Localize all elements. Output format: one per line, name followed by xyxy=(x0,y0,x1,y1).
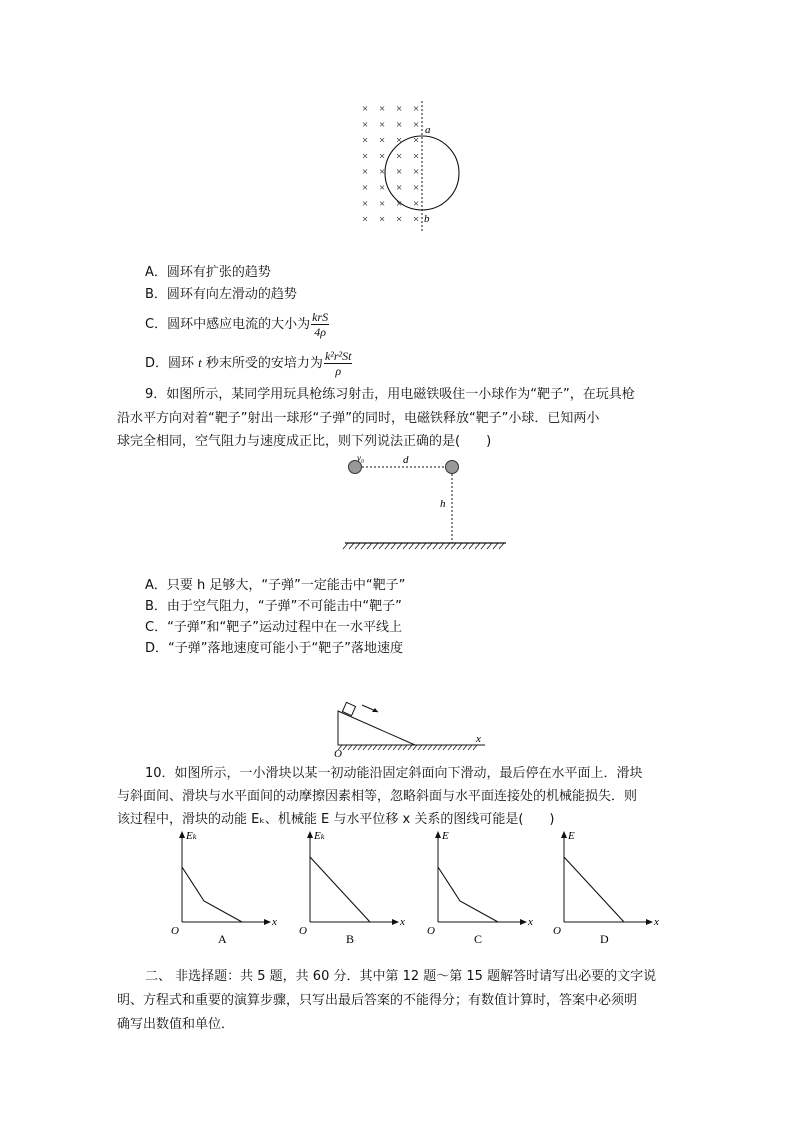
hatch-mark xyxy=(391,543,396,549)
hatch-mark xyxy=(458,745,462,750)
fraction-denominator: 4ρ xyxy=(314,325,326,339)
hatch-mark xyxy=(445,543,450,549)
origin-label: O xyxy=(427,925,435,937)
origin-label: O xyxy=(553,925,561,937)
hatch-mark xyxy=(487,543,492,549)
x-axis-label: x xyxy=(400,916,405,928)
field-cross: × xyxy=(362,166,369,179)
field-cross: × xyxy=(396,166,403,179)
hatch-mark xyxy=(397,543,402,549)
q9-figure xyxy=(340,452,510,552)
hatch-mark xyxy=(439,543,444,549)
target-ball xyxy=(446,461,459,474)
hatch-mark xyxy=(353,745,357,750)
y-axis-label: Eₖ xyxy=(314,830,325,842)
field-cross: × xyxy=(379,182,386,194)
x-axis-label: x xyxy=(272,916,277,928)
graph-line xyxy=(310,857,370,922)
hatch-mark xyxy=(367,543,372,549)
x-axis-label: x xyxy=(528,916,533,928)
hatch-mark xyxy=(438,745,442,750)
hatch-mark xyxy=(473,745,477,750)
q10-incline-figure xyxy=(330,695,495,760)
option-letter: C xyxy=(474,932,483,946)
d-label: d xyxy=(403,454,409,466)
x-axis-arrow xyxy=(520,919,527,925)
hatch-mark xyxy=(408,745,412,750)
origin-label: O xyxy=(334,748,342,760)
section2-line-1: 二、 非选择题：共 5 题，共 60 分．其中第 12 题～第 15 题解答时请写出必要的文字说 xyxy=(145,969,657,984)
q9-line-2: 沿水平方向对着“靶子”射出一球形“子弹”的同时，电磁铁释放“靶子”小球．已知两小 xyxy=(117,411,600,426)
x-axis-arrow xyxy=(264,919,271,925)
hatch-mark xyxy=(393,745,397,750)
q8-option-c-fraction xyxy=(311,310,329,339)
graph-line xyxy=(182,867,242,922)
origin-label: O xyxy=(171,925,179,937)
hatch-mark xyxy=(457,543,462,549)
y-axis-label: Eₖ xyxy=(186,830,197,842)
field-cross: × xyxy=(379,166,386,179)
answer-graph-c xyxy=(424,825,539,950)
point-b-label: b xyxy=(424,213,430,225)
fraction-denominator: ρ xyxy=(335,364,342,378)
hatch-mark xyxy=(427,543,432,549)
q8-figure xyxy=(350,95,470,235)
hatch-mark xyxy=(413,745,417,750)
hatch-mark xyxy=(361,543,366,549)
hatch-mark xyxy=(415,543,420,549)
graph-line xyxy=(564,857,624,922)
y-axis-label: E xyxy=(568,830,575,842)
field-cross: × xyxy=(362,134,369,147)
section2-line-3: 确写出数值和单位． xyxy=(117,1017,235,1032)
hatch-mark xyxy=(421,543,426,549)
hatch-mark xyxy=(469,543,474,549)
q9-option-c: C．“子弹”和“靶子”运动过程中在一水平线上 xyxy=(145,620,403,635)
q9-line-1: 9．如图所示，某同学用玩具枪练习射击，用电磁铁吸住一小球作为“靶子”，在玩具枪 xyxy=(145,387,635,402)
field-cross: × xyxy=(413,134,420,147)
q8-option-c xyxy=(145,310,329,339)
hatch-mark xyxy=(423,745,427,750)
field-cross: × xyxy=(396,182,403,194)
field-cross: × xyxy=(413,213,420,226)
h-label: h xyxy=(440,498,446,510)
hatch-mark xyxy=(348,745,352,750)
q9-option-d: D．“子弹”落地速度可能小于“靶子”落地速度 xyxy=(145,641,403,656)
surface-hatching xyxy=(338,745,477,750)
field-cross: × xyxy=(396,118,403,131)
hatch-mark xyxy=(358,745,362,750)
field-cross: × xyxy=(379,150,386,163)
field-cross: × xyxy=(362,103,369,115)
section2-line-2: 明、方程式和重要的演算步骤，只写出最后答案的不能得分；有数值计算时，答案中必须明 xyxy=(117,993,638,1008)
answer-graph-b xyxy=(296,825,411,950)
q8-option-b: B．圆环有向左滑动的趋势 xyxy=(145,287,297,302)
hatch-mark xyxy=(418,745,422,750)
hatch-mark xyxy=(448,745,452,750)
hatch-mark xyxy=(463,543,468,549)
hatch-mark xyxy=(403,543,408,549)
hatch-mark xyxy=(368,745,372,750)
field-cross: × xyxy=(362,182,369,194)
origin-label: O xyxy=(299,925,307,937)
field-cross: × xyxy=(413,118,420,131)
q9-option-b: B．由于空气阻力，“子弹”不可能击中“靶子” xyxy=(145,599,402,614)
hatch-mark xyxy=(433,543,438,549)
option-letter: B xyxy=(346,932,355,946)
field-cross: × xyxy=(413,150,420,163)
hatch-mark xyxy=(433,745,437,750)
field-cross: × xyxy=(396,103,403,115)
field-cross: × xyxy=(362,213,369,226)
hatch-mark xyxy=(468,745,472,750)
q9-line-3: 球完全相同，空气阻力与速度成正比，则下列说法正确的是( ) xyxy=(117,434,492,449)
x-label: x xyxy=(476,733,481,745)
option-letter: D xyxy=(600,932,609,946)
hatch-mark xyxy=(349,543,354,549)
hatch-mark xyxy=(493,543,498,549)
q9-option-a: A．只要 h 足够大，“子弹”一定能击中“靶子” xyxy=(145,578,406,593)
hatch-mark xyxy=(499,543,504,549)
field-cross: × xyxy=(413,166,420,179)
hatch-mark xyxy=(373,745,377,750)
fraction-numerator: krS xyxy=(312,310,329,324)
hatch-mark xyxy=(388,745,392,750)
q8-option-d-t: t xyxy=(198,355,202,370)
ground-hatching xyxy=(343,543,504,549)
q8-option-d-fraction xyxy=(324,349,353,378)
hatch-mark xyxy=(451,543,456,549)
answer-graph-d xyxy=(550,825,665,950)
field-cross: × xyxy=(413,182,420,194)
field-cross: × xyxy=(379,134,386,147)
hatch-mark xyxy=(398,745,402,750)
field-cross: × xyxy=(362,118,369,131)
y-axis-label: E xyxy=(442,830,449,842)
field-cross: × xyxy=(362,150,369,163)
q10-line-2: 与斜面间、滑块与水平面间的动摩擦因素相等，忽略斜面与水平面连接处的机械能损失．则 xyxy=(117,789,638,804)
hatch-mark xyxy=(428,745,432,750)
field-cross: × xyxy=(379,197,386,210)
hatch-mark xyxy=(379,543,384,549)
hatch-mark xyxy=(463,745,467,750)
hatch-mark xyxy=(343,543,348,549)
y-axis-arrow xyxy=(561,831,567,838)
y-axis-arrow xyxy=(435,831,441,838)
x-axis-arrow xyxy=(392,919,399,925)
hatch-mark xyxy=(403,745,407,750)
q10-line-3: 该过程中，滑块的动能 Eₖ、机械能 E 与水平位移 x 关系的图线可能是( ) xyxy=(117,812,555,827)
hatch-mark xyxy=(475,543,480,549)
point-a-label: a xyxy=(425,124,431,136)
field-cross: × xyxy=(396,150,403,163)
fraction-numerator: k²r²St xyxy=(324,349,352,363)
hatch-mark xyxy=(355,543,360,549)
field-cross: × xyxy=(396,197,403,210)
q8-option-d xyxy=(145,349,352,378)
x-axis-label: x xyxy=(654,916,659,928)
field-cross: × xyxy=(413,103,420,115)
hatch-mark xyxy=(343,745,347,750)
field-cross: × xyxy=(379,103,386,115)
y-axis-arrow xyxy=(179,831,185,838)
hatch-mark xyxy=(385,543,390,549)
magnetic-field-crosses xyxy=(362,103,419,226)
y-axis-arrow xyxy=(307,831,313,838)
hatch-mark xyxy=(443,745,447,750)
field-cross: × xyxy=(379,213,386,226)
q8-option-c-text: C．圆环中感应电流的大小为 xyxy=(145,317,311,332)
q10-line-1: 10．如图所示，一小滑块以某一初动能沿固定斜面向下滑动，最后停在水平面上．滑块 xyxy=(145,766,643,781)
hatch-mark xyxy=(453,745,457,750)
q10-answer-graphs xyxy=(168,825,668,950)
field-cross: × xyxy=(413,197,420,210)
hatch-mark xyxy=(383,745,387,750)
answer-graph-a xyxy=(168,825,283,950)
field-cross: × xyxy=(396,134,403,147)
incline-slope xyxy=(338,711,415,745)
q8-option-d-prefix: D．圆环 xyxy=(145,356,195,371)
graph-line xyxy=(438,867,498,922)
field-cross: × xyxy=(362,197,369,210)
hatch-mark xyxy=(481,543,486,549)
q8-option-a: A．圆环有扩张的趋势 xyxy=(145,265,271,280)
x-axis-arrow xyxy=(646,919,653,925)
v0-label: v₀ xyxy=(357,453,365,463)
hatch-mark xyxy=(373,543,378,549)
q8-option-d-mid: 秒末所受的安培力为 xyxy=(205,356,323,371)
field-cross: × xyxy=(379,118,386,131)
hatch-mark xyxy=(363,745,367,750)
field-cross: × xyxy=(396,213,403,226)
hatch-mark xyxy=(378,745,382,750)
option-letter: A xyxy=(218,932,227,946)
hatch-mark xyxy=(409,543,414,549)
